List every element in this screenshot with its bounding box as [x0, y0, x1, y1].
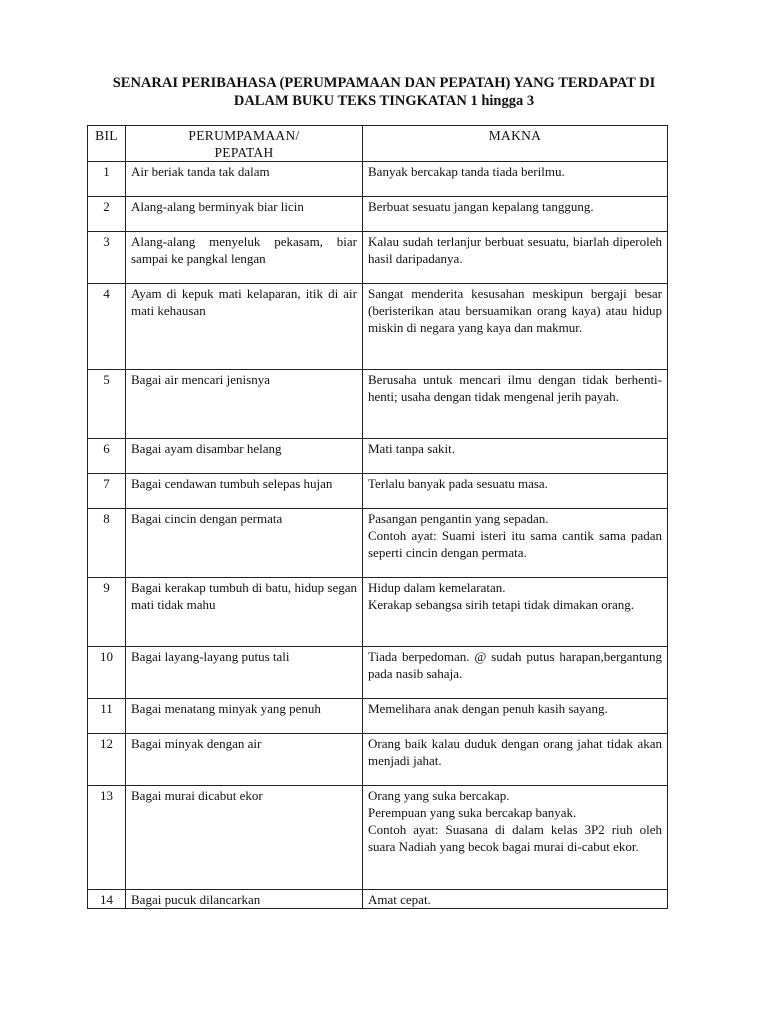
makna-line: Banyak bercakap tanda tiada berilmu.	[368, 164, 565, 179]
table-row	[88, 197, 668, 232]
peribahasa-cell: Air beriak tanda tak dalam	[126, 162, 363, 197]
row-number: 12	[88, 734, 126, 786]
makna-line: Pasangan pengantin yang sepadan.	[368, 511, 549, 526]
peribahasa-cell: Bagai pucuk dilancarkan	[126, 890, 363, 909]
title-line-2: DALAM BUKU TEKS TINGKATAN 1 hingga 3	[233, 93, 535, 109]
makna-line: Kerakap sebangsa sirih tetapi tidak dimakan orang.	[368, 597, 635, 612]
table-header-row	[88, 126, 668, 162]
makna-line: Contoh ayat: Suami isteri itu sama cantik sama padan seperti cincin dengan permata.	[368, 528, 662, 560]
makna-line: Orang baik kalau duduk dengan orang jahat tidak akan menjadi jahat.	[368, 736, 662, 768]
row-number: 5	[88, 370, 126, 439]
row-number: 6	[88, 439, 126, 474]
peribahasa-cell: Bagai murai dicabut ekor	[126, 786, 363, 890]
makna-cell	[363, 890, 668, 909]
table-row	[88, 284, 668, 370]
makna-line: Terlalu banyak pada sesuatu masa.	[368, 476, 548, 491]
makna-line: Tiada berpedoman. @ sudah putus harapan,bergantung pada nasib sahaja.	[368, 649, 662, 681]
title-line-1: SENARAI PERIBAHASA (PERUMPAMAAN DAN PEPATAH) YANG TERDAPAT DI	[112, 75, 656, 91]
peribahasa-cell: Bagai menatang minyak yang penuh	[126, 699, 363, 734]
table-body	[88, 162, 668, 909]
makna-line: Kalau sudah terlanjur berbuat sesuatu, biarlah diperoleh hasil daripadanya.	[368, 234, 662, 266]
peribahasa-cell: Ayam di kepuk mati kelaparan, itik di air mati kehausan	[126, 284, 363, 370]
row-number: 10	[88, 647, 126, 699]
header-bil: BIL	[88, 126, 126, 162]
table-row	[88, 578, 668, 647]
peribahasa-cell: Bagai layang-layang putus tali	[126, 647, 363, 699]
table-row	[88, 786, 668, 890]
row-number: 9	[88, 578, 126, 647]
table-row	[88, 647, 668, 699]
row-number: 13	[88, 786, 126, 890]
peribahasa-cell: Bagai kerakap tumbuh di batu, hidup segan mati tidak mahu	[126, 578, 363, 647]
header-perumpamaan-line-1: PERUMPAMAAN/	[188, 128, 300, 143]
table-row	[88, 370, 668, 439]
makna-line: Perempuan yang suka bercakap banyak.	[368, 805, 577, 820]
makna-cell	[363, 197, 668, 232]
document-title	[60, 74, 708, 110]
peribahasa-cell: Bagai minyak dengan air	[126, 734, 363, 786]
row-number: 14	[88, 890, 126, 909]
makna-cell	[363, 578, 668, 647]
row-number: 2	[88, 197, 126, 232]
table-row	[88, 162, 668, 197]
makna-line: Mati tanpa sakit.	[368, 441, 456, 456]
makna-line: Contoh ayat: Suasana di dalam kelas 3P2 riuh oleh suara Nadiah yang becok bagai murai di-cabut ekor.	[368, 822, 662, 854]
peribahasa-cell: Bagai cendawan tumbuh selepas hujan	[126, 474, 363, 509]
peribahasa-cell: Alang-alang berminyak biar licin	[126, 197, 363, 232]
table-row	[88, 474, 668, 509]
makna-line: Berbuat sesuatu jangan kepalang tanggung.	[368, 199, 594, 214]
row-number: 3	[88, 232, 126, 284]
makna-cell	[363, 474, 668, 509]
makna-cell	[363, 370, 668, 439]
makna-cell	[363, 439, 668, 474]
makna-line: Amat cepat.	[368, 892, 431, 907]
makna-line: Berusaha untuk mencari ilmu dengan tidak berhenti-henti; usaha dengan tidak mengenal jerih payah.	[368, 372, 662, 404]
row-number: 4	[88, 284, 126, 370]
row-number: 11	[88, 699, 126, 734]
peribahasa-cell: Alang-alang menyeluk pekasam, biar sampai ke pangkal lengan	[126, 232, 363, 284]
makna-cell	[363, 509, 668, 578]
makna-cell	[363, 284, 668, 370]
row-number: 1	[88, 162, 126, 197]
table-row	[88, 232, 668, 284]
makna-line: Memelihara anak dengan penuh kasih sayang.	[368, 701, 608, 716]
header-perumpamaan	[126, 126, 363, 162]
makna-cell	[363, 647, 668, 699]
makna-line: Sangat menderita kesusahan meskipun bergaji besar (beristerikan atau bersuamikan orang kaya) atau hidup miskin di negara yang kaya dan makmur.	[368, 286, 662, 335]
peribahasa-cell: Bagai air mencari jenisnya	[126, 370, 363, 439]
row-number: 8	[88, 509, 126, 578]
table-row	[88, 699, 668, 734]
header-makna: MAKNA	[363, 126, 668, 162]
peribahasa-table	[87, 125, 668, 909]
table-row	[88, 890, 668, 909]
peribahasa-cell: Bagai ayam disambar helang	[126, 439, 363, 474]
makna-cell	[363, 786, 668, 890]
table-row	[88, 439, 668, 474]
row-number: 7	[88, 474, 126, 509]
peribahasa-cell: Bagai cincin dengan permata	[126, 509, 363, 578]
table-row	[88, 734, 668, 786]
makna-cell	[363, 734, 668, 786]
makna-cell	[363, 232, 668, 284]
makna-cell	[363, 162, 668, 197]
makna-line: Hidup dalam kemelaratan.	[368, 580, 506, 595]
header-perumpamaan-line-2: PEPATAH	[214, 145, 274, 160]
makna-line: Orang yang suka bercakap.	[368, 788, 510, 803]
makna-cell	[363, 699, 668, 734]
table-row	[88, 509, 668, 578]
